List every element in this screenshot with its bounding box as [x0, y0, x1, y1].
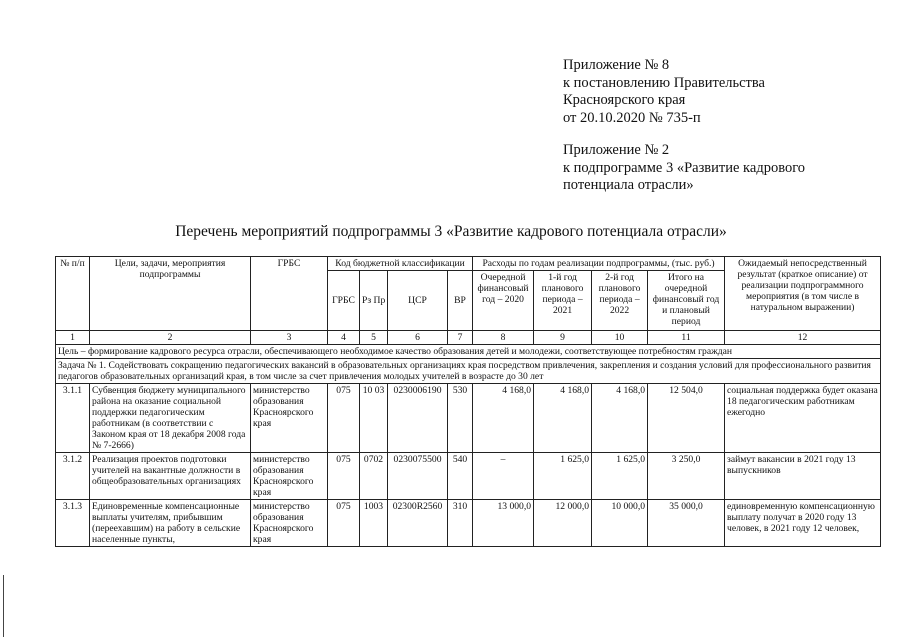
appendix-2-block — [563, 142, 805, 195]
row-rzpr: 0702 — [360, 453, 388, 500]
appendix-line: к постановлению Правительства — [563, 74, 765, 91]
appendix-line: Приложение № 8 — [563, 57, 670, 73]
row-total: 35 000,0 — [648, 500, 725, 547]
col-number: 8 — [473, 331, 534, 345]
row-vr: 540 — [448, 453, 473, 500]
col-number: 7 — [448, 331, 473, 345]
row-num: 3.1.3 — [56, 500, 90, 547]
header-goals: Цели, задачи, мероприятия подпрограммы — [90, 257, 251, 331]
header-code-rzpr: Рз Пр — [360, 271, 388, 331]
row-num: 3.1.1 — [56, 384, 90, 453]
row-2020: 13 000,0 — [473, 500, 534, 547]
header-grbs: ГРБС — [251, 257, 328, 331]
row-name: Субвенция бюджету муниципального района на оказание социальной поддержки педагогическим работникам (в соответствии с Законом края от 18 декабря 2008 года № 7-2666) — [90, 384, 251, 453]
appendix-line: Приложение № 2 — [563, 142, 670, 158]
row-2020: 4 168,0 — [473, 384, 534, 453]
row-name: Единовременные компенсационные выплаты учителям, прибывшим (переехавшим) на работу в сельские населенные пункты, — [90, 500, 251, 547]
header-year-2022: 2-й год планового периода – 2022 — [592, 271, 648, 331]
header-budget-code: Код бюджетной классификации — [328, 257, 473, 271]
col-number: 10 — [592, 331, 648, 345]
header-expenses: Расходы по годам реализации подпрограммы, (тыс. руб.) — [473, 257, 725, 271]
row-csr: 02300R2560 — [388, 500, 448, 547]
header-num: № п/п — [56, 257, 90, 331]
col-number: 2 — [90, 331, 251, 345]
goal-text: Цель – формирование кадрового ресурса отрасли, обеспечивающего необходимое качество образования детей и молодежи, соответствующее потребностям граждан — [56, 345, 881, 359]
row-grbs: 075 — [328, 384, 360, 453]
table-row — [56, 500, 881, 547]
row-grbs-name: министерство образования Красноярского края — [251, 384, 328, 453]
row-csr: 0230006190 — [388, 384, 448, 453]
header-code-grbs: ГРБС — [328, 271, 360, 331]
task-row — [56, 359, 881, 384]
row-csr: 0230075500 — [388, 453, 448, 500]
appendix-line: Красноярского края — [563, 92, 686, 108]
row-2020: – — [473, 453, 534, 500]
row-result: единовременную компенсационную выплату получат в 2020 году 13 человек, в 2021 году 12 человек, — [725, 500, 881, 547]
row-result: займут вакансии в 2021 году 13 выпускников — [725, 453, 881, 500]
task-text: Задача № 1. Содействовать сокращению педагогических вакансий в образовательных организациях края посредством привлечения, закрепления и создания условий для профессионального развития педагогов образовательных организаций края, в том числе за счет привлечения молодых учителей в возрасте до 30 лет — [56, 359, 881, 384]
header-result: Ожидаемый непосредственный результат (краткое описание) от реализации подпрограммного мероприятия (в том числе в натуральном выражении) — [725, 257, 881, 331]
col-number: 4 — [328, 331, 360, 345]
row-rzpr: 10 03 — [360, 384, 388, 453]
col-number: 11 — [648, 331, 725, 345]
header-total: Итого на очередной финансовый год и плановый период — [648, 271, 725, 331]
row-total: 12 504,0 — [648, 384, 725, 453]
col-number: 1 — [56, 331, 90, 345]
row-2021: 12 000,0 — [534, 500, 592, 547]
appendix-line: к подпрограмме 3 «Развитие кадрового — [563, 159, 806, 176]
row-total: 3 250,0 — [648, 453, 725, 500]
row-2021: 4 168,0 — [534, 384, 592, 453]
col-number: 12 — [725, 331, 881, 345]
row-result: социальная поддержка будет оказана 18 педагогическим работникам ежегодно — [725, 384, 881, 453]
goal-row — [56, 345, 881, 359]
col-number: 9 — [534, 331, 592, 345]
table-row — [56, 384, 881, 453]
row-vr: 310 — [448, 500, 473, 547]
scan-margin-line — [3, 575, 4, 637]
row-2022: 4 168,0 — [592, 384, 648, 453]
header-row — [56, 257, 881, 271]
appendix-line: от 20.10.2020 № 735-п — [563, 109, 701, 126]
appendix-line: потенциала отрасли» — [563, 177, 694, 193]
row-vr: 530 — [448, 384, 473, 453]
row-rzpr: 1003 — [360, 500, 388, 547]
page-title: Перечень мероприятий подпрограммы 3 «Развитие кадрового потенциала отрасли» — [175, 223, 727, 240]
row-grbs: 075 — [328, 453, 360, 500]
row-2022: 1 625,0 — [592, 453, 648, 500]
header-year-2020: Очередной финансовый год – 2020 — [473, 271, 534, 331]
col-number: 6 — [388, 331, 448, 345]
measures-table — [55, 256, 881, 547]
row-num: 3.1.2 — [56, 453, 90, 500]
row-grbs: 075 — [328, 500, 360, 547]
row-grbs-name: министерство образования Красноярского края — [251, 500, 328, 547]
row-grbs-name: министерство образования Красноярского края — [251, 453, 328, 500]
appendix-8-block — [563, 57, 765, 127]
col-number: 5 — [360, 331, 388, 345]
row-name: Реализация проектов подготовки учителей на вакантные должности в общеобразовательных организациях — [90, 453, 251, 500]
row-2021: 1 625,0 — [534, 453, 592, 500]
header-code-vr: ВР — [448, 271, 473, 331]
table-row — [56, 453, 881, 500]
header-year-2021: 1-й год планового периода – 2021 — [534, 271, 592, 331]
row-2022: 10 000,0 — [592, 500, 648, 547]
col-number: 3 — [251, 331, 328, 345]
column-number-row — [56, 331, 881, 345]
header-code-csr: ЦСР — [388, 271, 448, 331]
